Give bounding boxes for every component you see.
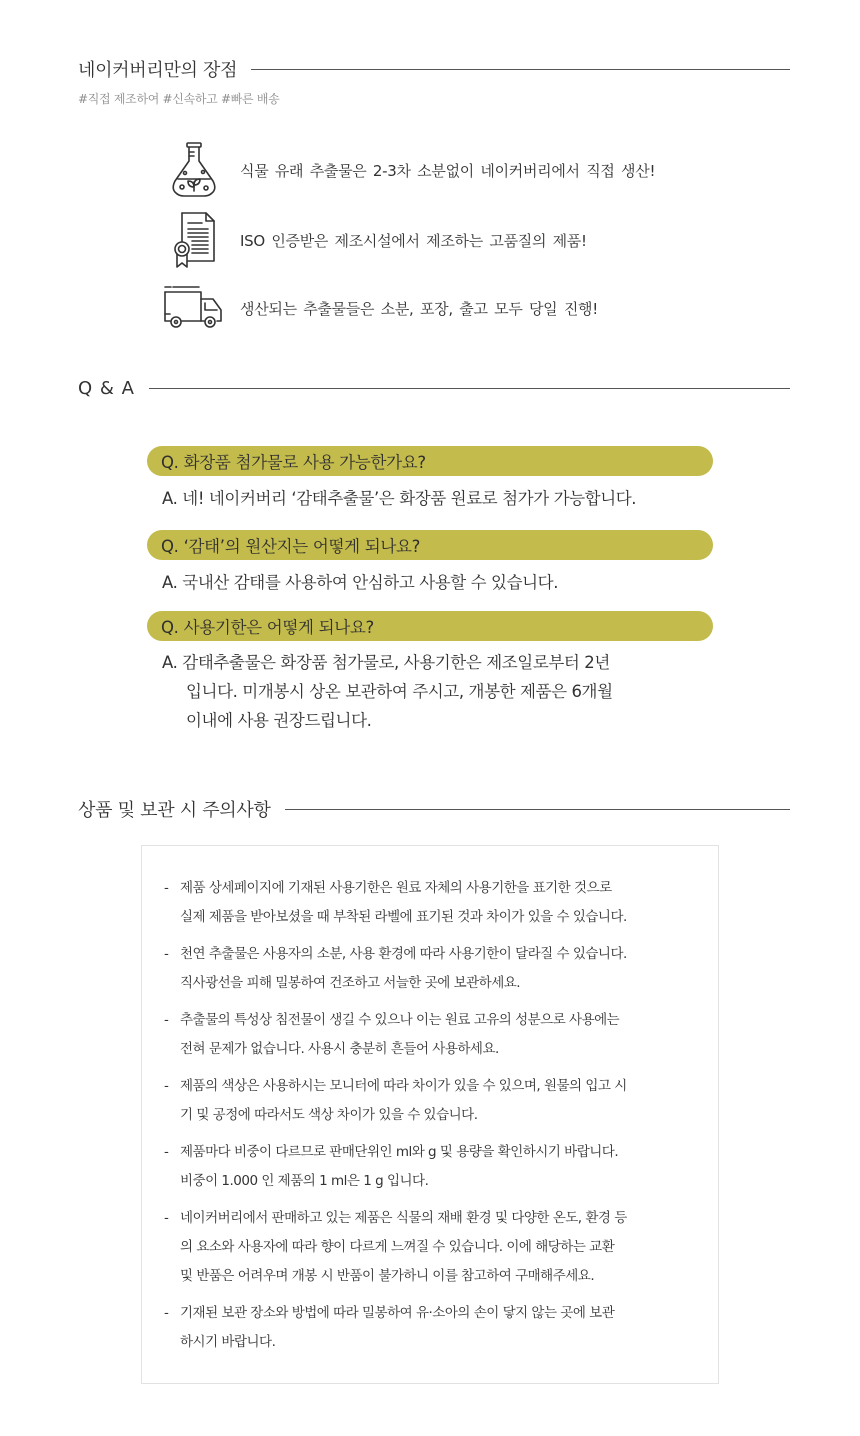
notice-line: 천연 추출물은 사용자의 소분, 사용 환경에 따라 사용기한이 달라질 수 있습니다. (180, 946, 627, 962)
qa-answer-line: 입니다. 미개봉시 상온 보관하여 주시고, 개봉한 제품은 6개월 (186, 682, 613, 701)
qa-title: Q & A (78, 378, 135, 399)
divider (285, 809, 790, 810)
notice-title: 상품 및 보관 시 주의사항 (78, 800, 271, 821)
notice-line: 직사광선을 피해 밀봉하여 건조하고 서늘한 곳에 보관하세요. (180, 975, 521, 991)
qa-section-header (78, 378, 790, 399)
notice-line: 기재된 보관 장소와 방법에 따라 밀봉하여 유·소아의 손이 닿지 않는 곳에 보관 (180, 1305, 615, 1321)
notice-item: - 기재된 보관 장소와 방법에 따라 밀봉하여 유·소아의 손이 닿지 않는 곳에 보관 하시기 바랍니다. (164, 1299, 696, 1357)
notice-line: 네이커버리에서 판매하고 있는 제품은 식물의 재배 환경 및 다양한 온도, 환경 등 (180, 1210, 627, 1226)
notice-line: 추출물의 특성상 침전물이 생길 수 있으나 이는 원료 고유의 성분으로 사용에는 (180, 1012, 620, 1028)
notice-line: 제품 상세페이지에 기재된 사용기한은 원료 자체의 사용기한을 표기한 것으로 (180, 880, 612, 896)
qa-answer (162, 568, 682, 597)
notice-section-header (78, 796, 790, 822)
notice-item: - 네이커버리에서 판매하고 있는 제품은 식물의 재배 환경 및 다양한 온도, 환경 등 의 요소와 사용자에 따라 향이 다르게 느껴질 수 있습니다. 이에 해당하는 교환 및 반품은 어려우며 개봉 시 반품이 불가하니 이를 참고하여 구매해주세요. (164, 1204, 696, 1291)
advantages-section-header (78, 56, 790, 82)
notice-line: 의 요소와 사용자에 따라 향이 다르게 느껴질 수 있습니다. 이에 해당하는 교환 (180, 1239, 615, 1255)
notice-line: 제품마다 비중이 다르므로 판매단위인 ml와 g 및 용량을 확인하시기 바랍니다. (180, 1144, 619, 1160)
feature-item-direct-production (162, 140, 655, 200)
notice-line: 전혀 문제가 없습니다. 사용시 충분히 흔들어 사용하세요. (180, 1041, 499, 1057)
qa-answer-line: A. 감태추출물은 화장품 첨가물로, 사용기한은 제조일로부터 2년 (162, 653, 610, 672)
notice-line: 하시기 바랍니다. (180, 1334, 276, 1350)
notice-item: - 천연 추출물은 사용자의 소분, 사용 환경에 따라 사용기한이 달라질 수 있습니다. 직사광선을 피해 밀봉하여 건조하고 서늘한 곳에 보관하세요. (164, 940, 696, 998)
notice-item: - 추출물의 특성상 침전물이 생길 수 있으나 이는 원료 고유의 성분으로 사용에는 전혀 문제가 없습니다. 사용시 충분히 흔들어 사용하세요. (164, 1006, 696, 1064)
qa-answer-line: A. 네! 네이커버리 ‘감태추출물’은 화장품 원료로 첨가가 가능합니다. (162, 489, 637, 508)
feature-item-iso-certified (162, 210, 587, 270)
qa-answer (162, 484, 682, 513)
feature-item-same-day-shipping (162, 278, 598, 338)
qa-answer (162, 648, 682, 735)
notice-item: - 제품의 색상은 사용하시는 모니터에 따라 차이가 있을 수 있으며, 원물의 입고 시 기 및 공정에 따라서도 색상 차이가 있을 수 있습니다. (164, 1072, 696, 1130)
divider (251, 69, 790, 70)
hashtags: #직접 제조하여 #신속하고 #빠른 배송 (78, 92, 280, 106)
qa-question: Q. ‘감태’의 원산지는 어떻게 되나요? (147, 530, 713, 560)
divider (149, 388, 790, 389)
certificate-icon (162, 210, 226, 270)
qa-question: Q. 사용기한은 어떻게 되나요? (147, 611, 713, 641)
qa-answer-line: A. 국내산 감태를 사용하여 안심하고 사용할 수 있습니다. (162, 573, 559, 592)
notice-line: 실제 제품을 받아보셨을 때 부착된 라벨에 표기된 것과 차이가 있을 수 있습니다. (180, 909, 627, 925)
qa-answer-line: 이내에 사용 권장드립니다. (186, 711, 372, 730)
feature-text: 식물 유래 추출물은 2-3차 소분없이 네이커버리에서 직접 생산! (240, 161, 656, 180)
notice-line: 및 반품은 어려우며 개봉 시 반품이 불가하니 이를 참고하여 구매해주세요. (180, 1268, 595, 1284)
notice-line: 비중이 1.000 인 제품의 1 ml은 1 g 입니다. (180, 1173, 429, 1189)
notice-item: - 제품마다 비중이 다르므로 판매단위인 ml와 g 및 용량을 확인하시기 바랍니다. 비중이 1.000 인 제품의 1 ml은 1 g 입니다. (164, 1138, 696, 1196)
notice-item: - 제품 상세페이지에 기재된 사용기한은 원료 자체의 사용기한을 표기한 것으로 실제 제품을 받아보셨을 때 부착된 라벨에 표기된 것과 차이가 있을 수 있습니다. (164, 874, 696, 932)
advantages-title: 네이커버리만의 장점 (78, 60, 238, 81)
notice-line: 제품의 색상은 사용하시는 모니터에 따라 차이가 있을 수 있으며, 원물의 입고 시 (180, 1078, 627, 1094)
flask-leaf-icon (162, 140, 226, 200)
notice-line: 기 및 공정에 따라서도 색상 차이가 있을 수 있습니다. (180, 1107, 478, 1123)
qa-question: Q. 화장품 첨가물로 사용 가능한가요? (147, 446, 713, 476)
delivery-truck-icon (162, 278, 226, 338)
feature-text: 생산되는 추출물들은 소분, 포장, 출고 모두 당일 진행! (240, 299, 598, 318)
notice-box (141, 845, 719, 1384)
feature-text: ISO 인증받은 제조시설에서 제조하는 고품질의 제품! (240, 231, 587, 250)
